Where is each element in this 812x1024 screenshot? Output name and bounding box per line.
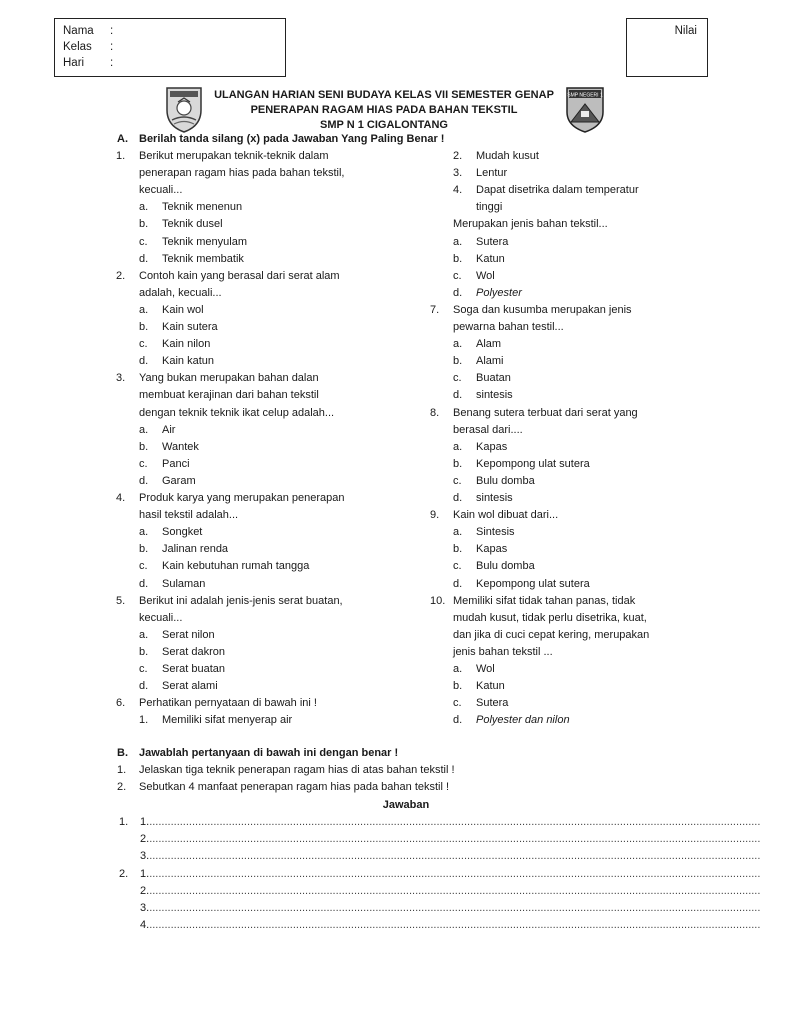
question-number: 3. <box>116 372 126 385</box>
answer-line[interactable] <box>140 900 761 917</box>
question-text: adalah, kecuali... <box>139 286 222 299</box>
question-number: 6. <box>116 697 126 710</box>
option-text: Sutera <box>476 235 509 248</box>
option-label: b. <box>139 218 149 231</box>
question-text: Merupakan jenis bahan tekstil... <box>453 218 608 231</box>
option-label: b. <box>453 680 463 693</box>
answer-dotted-line: ........................................................................................................................................................................................................ <box>149 884 761 897</box>
question-text: Kain wol dibuat dari... <box>453 509 559 522</box>
option-label: b. <box>139 440 149 453</box>
identity-box <box>54 18 286 77</box>
option-text: Serat nilon <box>162 628 215 641</box>
question-number: 2. <box>116 269 126 282</box>
option-text: Serat dakron <box>162 645 225 658</box>
option-label: b. <box>139 543 149 556</box>
option-label: d. <box>139 252 149 265</box>
answer-line-number: 4. <box>140 919 150 932</box>
question-text: jenis bahan tekstil ... <box>453 645 553 658</box>
option-label: a. <box>453 526 463 539</box>
option-text: Buatan <box>476 372 511 385</box>
option-text: Kepompong ulat sutera <box>476 457 590 470</box>
answer-dotted-line: ........................................................................................................................................................................................................ <box>149 867 761 880</box>
option-text: Alami <box>476 355 504 368</box>
option-label: c. <box>139 457 148 470</box>
answer-line-number: 2. <box>140 833 150 846</box>
answer-line-number: 3. <box>140 850 150 863</box>
option-label: c. <box>453 474 462 487</box>
day-separator: : <box>110 57 114 69</box>
option-text: Dapat disetrika dalam temperatur <box>476 184 639 197</box>
option-text: Teknik membatik <box>162 252 244 265</box>
answer-dotted-line: ........................................................................................................................................................................................................ <box>149 902 761 914</box>
answer-line-number: 1. <box>140 816 150 828</box>
option-text: Kapas <box>476 440 508 453</box>
exam-topic: PENERAPAN RAGAM HIAS PADA BAHAN TEKSTIL <box>250 104 518 116</box>
option-text: Garam <box>162 474 196 487</box>
exam-title: ULANGAN HARIAN SENI BUDAYA KELAS VII SEMESTER GENAP <box>214 89 554 101</box>
option-label: a. <box>139 201 149 214</box>
score-box <box>626 18 708 77</box>
answer-line[interactable] <box>140 917 761 934</box>
option-text: Kain nilon <box>162 338 211 351</box>
option-label: b. <box>139 645 149 658</box>
answer-line[interactable] <box>140 814 761 831</box>
option-text: Alam <box>476 338 502 351</box>
option-text: Wol <box>476 663 495 675</box>
name-separator: : <box>110 25 114 37</box>
day-label: Hari <box>63 57 85 69</box>
class-label: Kelas <box>63 41 92 53</box>
option-label: b. <box>139 321 149 333</box>
option-text: Mudah kusut <box>476 150 539 162</box>
question-text: Soga dan kusumba merupakan jenis <box>453 303 632 316</box>
option-text: Polyester <box>476 286 522 299</box>
answer-line-number: 2. <box>140 884 150 897</box>
answer-line[interactable] <box>140 866 761 883</box>
option-label: c. <box>453 697 462 710</box>
option-label: 4. <box>453 184 463 197</box>
question-text: mudah kusut, tidak perlu disetrika, kuat, <box>453 611 647 624</box>
option-label: 3. <box>453 167 463 180</box>
essay-question-number: 1. <box>117 764 127 776</box>
option-label: d. <box>139 474 149 487</box>
question-text: kecuali... <box>139 611 183 624</box>
question-text: kecuali... <box>139 184 183 197</box>
essay-question-number: 2. <box>117 781 127 793</box>
option-text: Sulaman <box>162 577 206 590</box>
option-text: Songket <box>162 526 203 539</box>
option-label: a. <box>139 303 149 316</box>
option-label: d. <box>453 492 463 504</box>
option-label: d. <box>453 577 463 590</box>
option-label: a. <box>453 663 463 675</box>
option-text: Serat buatan <box>162 663 225 675</box>
option-text: sintesis <box>476 492 513 504</box>
question-text: Produk karya yang merupakan penerapan <box>139 492 345 504</box>
option-label: d. <box>139 577 149 590</box>
option-text: Sutera <box>476 697 509 710</box>
option-text: Teknik dusel <box>162 218 223 231</box>
option-label: 2. <box>453 150 463 162</box>
answer-dotted-line: ........................................................................................................................................................................................................ <box>149 816 761 828</box>
option-text: Teknik menyulam <box>162 235 247 248</box>
option-label: b. <box>453 543 463 556</box>
option-label: a. <box>139 423 149 436</box>
question-text: dan jika di cuci cepat kering, merupakan <box>453 628 650 641</box>
option-text: Kain katun <box>162 355 214 368</box>
section-a-letter: A. <box>117 133 128 145</box>
question-number: 1. <box>116 150 126 162</box>
option-text: Teknik menenun <box>162 201 243 214</box>
option-label: 1. <box>139 714 149 727</box>
option-label: c. <box>139 663 148 675</box>
option-text: Kain kebutuhan rumah tangga <box>162 560 310 573</box>
answer-line[interactable] <box>140 883 761 900</box>
option-label: a. <box>139 526 149 539</box>
section-b-instruction: Jawablah pertanyaan di bawah ini dengan benar ! <box>139 747 399 759</box>
option-label: b. <box>453 252 463 265</box>
option-label: c. <box>139 235 148 248</box>
option-label: a. <box>453 235 463 248</box>
question-text: membuat kerajinan dari bahan tekstil <box>139 389 319 402</box>
option-text: sintesis <box>476 389 513 402</box>
school-name: SMP N 1 CIGALONTANG <box>320 119 448 131</box>
question-number: 10. <box>430 594 446 607</box>
option-label: c. <box>139 560 148 573</box>
school-badge-text: SMP NEGERI 1 <box>567 92 603 99</box>
option-text: Bulu domba <box>476 474 535 487</box>
option-label: c. <box>453 269 462 282</box>
answer-dotted-line: ........................................................................................................................................................................................................ <box>149 919 761 932</box>
answer-line[interactable] <box>140 831 761 848</box>
question-number: 5. <box>116 594 126 607</box>
question-number: 8. <box>430 406 440 419</box>
score-label: Nilai <box>674 25 697 37</box>
option-text: Kain sutera <box>162 321 218 333</box>
section-a-instruction: Berilah tanda silang (x) pada Jawaban Yang Paling Benar ! <box>139 133 445 145</box>
answer-group-number: 1. <box>119 816 129 828</box>
option-text: Katun <box>476 252 505 265</box>
name-label: Nama <box>63 25 94 37</box>
option-text: Polyester dan nilon <box>476 714 570 727</box>
answer-group-number: 2. <box>119 867 129 880</box>
option-text: Kapas <box>476 543 508 556</box>
question-text: dengan teknik teknik ikat celup adalah... <box>139 406 335 419</box>
option-label: c. <box>453 372 462 385</box>
option-label: a. <box>139 628 149 641</box>
question-text: berasal dari.... <box>453 423 523 436</box>
option-label: d. <box>139 680 149 693</box>
class-separator: : <box>110 41 114 53</box>
question-text: pewarna bahan testil... <box>453 321 564 333</box>
option-text: Kepompong ulat sutera <box>476 577 590 590</box>
option-text: Memiliki sifat menyerap air <box>162 714 293 727</box>
option-text: Kain wol <box>162 303 204 316</box>
option-text: tinggi <box>476 201 503 214</box>
option-label: d. <box>453 714 463 727</box>
question-text: Benang sutera terbuat dari serat yang <box>453 406 638 419</box>
question-number: 4. <box>116 492 126 504</box>
option-text: Jalinan renda <box>162 543 229 556</box>
option-label: c. <box>139 338 148 351</box>
option-label: d. <box>139 355 149 368</box>
option-text: Bulu domba <box>476 560 535 573</box>
answer-line-number: 3. <box>140 902 150 914</box>
option-text: Lentur <box>476 167 508 180</box>
option-text: Serat alami <box>162 680 218 693</box>
option-label: b. <box>453 457 463 470</box>
section-b-letter: B. <box>117 747 128 759</box>
answer-title: Jawaban <box>382 799 430 811</box>
question-number: 7. <box>430 303 440 316</box>
answer-dotted-line: ........................................................................................................................................................................................................ <box>149 833 761 846</box>
question-number: 9. <box>430 509 440 522</box>
option-text: Wol <box>476 269 495 282</box>
question-text: penerapan ragam hias pada bahan tekstil, <box>139 167 345 180</box>
question-text: hasil tekstil adalah... <box>139 509 239 522</box>
answer-line-number: 1. <box>140 867 150 880</box>
class-row <box>63 40 113 54</box>
option-label: b. <box>453 355 463 368</box>
answer-dotted-line: ........................................................................................................................................................................................................ <box>149 850 761 863</box>
option-text: Katun <box>476 680 505 693</box>
option-text: Sintesis <box>476 526 515 539</box>
question-text: Berikut merupakan teknik-teknik dalam <box>139 150 329 162</box>
answer-line[interactable] <box>140 848 761 865</box>
option-label: d. <box>453 286 463 299</box>
option-label: a. <box>453 338 463 351</box>
option-text: Wantek <box>162 440 199 453</box>
option-label: c. <box>453 560 462 573</box>
question-text: Berikut ini adalah jenis-jenis serat buatan, <box>139 594 343 607</box>
question-text: Memiliki sifat tidak tahan panas, tidak <box>453 594 636 607</box>
day-row <box>63 56 113 70</box>
option-text: Air <box>162 423 176 436</box>
name-row <box>63 24 113 38</box>
essay-question-text: Jelaskan tiga teknik penerapan ragam hias di atas bahan tekstil ! <box>139 764 455 776</box>
option-label: a. <box>453 440 463 453</box>
question-text: Yang bukan merupakan bahan dalan <box>139 372 319 385</box>
option-label: d. <box>453 389 463 402</box>
question-text: Contoh kain yang berasal dari serat alam <box>139 269 340 282</box>
essay-question-text: Sebutkan 4 manfaat penerapan ragam hias pada bahan tekstil ! <box>139 781 450 793</box>
question-text: Perhatikan pernyataan di bawah ini ! <box>139 697 317 710</box>
option-text: Panci <box>162 457 190 470</box>
